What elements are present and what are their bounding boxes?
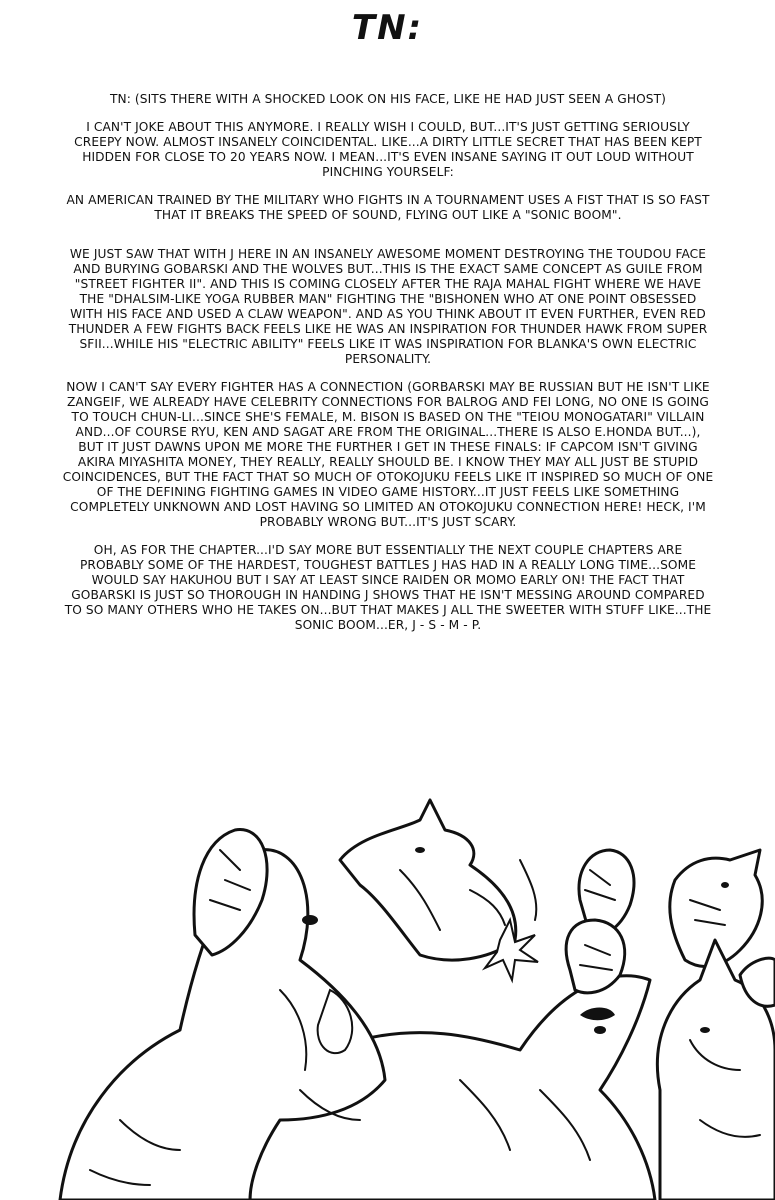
note-paragraph-guile: WE JUST SAW THAT WITH J HERE IN AN INSANELY AWESOME MOMENT DESTROYING THE TOUDOU FACE AND BURYING GOBARSKI AND THE WOLVES BUT...THIS IS THE EXACT SAME CONCEPT AS GUILE FROM "STREET FIGHTER II". AND THIS IS COMING CLOSELY AFTER THE RAJA MAHAL FIGHT WHERE WE HAVE THE "DHALSIM-LIKE YOGA RUBBER MAN" FIGHTING THE "BISHONEN WHO AT ONE POINT OBSESSED WITH HIS FACE AND USED A CLAW WEAPON". AND AS YOU THINK ABOUT IT EVEN FURTHER, EVEN RED THUNDER A FEW FIGHTS BACK FEELS LIKE HE WAS AN INSPIRATION FOR THUNDER HAWK FROM SUPER SFII...WHILE HIS "ELECTRIC ABILITY" FEELS LIKE IT WAS INSPIRATION FOR BLANKA'S OWN ELECTRIC PERSONALITY. (68, 247, 708, 366)
wolf-top-middle (340, 800, 516, 960)
note-paragraph-chapter: OH, AS FOR THE CHAPTER...I'D SAY MORE BUT ESSENTIALLY THE NEXT COUPLE CHAPTERS ARE PROBABLY SOME OF THE HARDEST, TOUGHEST BATTLES J HAS HAD IN A REALLY LONG TIME...SOME WOULD SAY HAKUHOU BUT I SAY AT LEAST SINCE RAIDEN OR MOMO EARLY ON! THE FACT THAT GOBARSKI IS JUST SO THOROUGH IN HANDING J SHOWS THAT HE ISN'T MESSING AROUND COMPARED TO SO MANY OTHERS WHO HE TAKES ON...BUT THAT MAKES J ALL THE SWEETER WITH STUFF LIKE...THE SONIC BOOM...ER, J - S - M - P. (64, 543, 712, 632)
page-title: TN: (351, 8, 424, 48)
note-paragraph-sonic-boom: AN AMERICAN TRAINED BY THE MILITARY WHO FIGHTS IN A TOURNAMENT USES A FIST THAT IS SO FAST THAT IT BREAKS THE SPEED OF SOUND, FLYING OUT LIKE A "SONIC BOOM". (66, 193, 710, 222)
paw-right-middle (566, 920, 625, 993)
note-paragraph-connections: NOW I CAN'T SAY EVERY FIGHTER HAS A CONNECTION (GORBARSKI MAY BE RUSSIAN BUT HE ISN'T LIKE ZANGEIF, WE ALREADY HAVE CELEBRITY CONNECTIONS FOR BALROG AND FEI LONG, NO ONE IS GOING TO TOUCH CHUN-LI...SINCE SHE'S FEMALE, M. BISON IS BASED ON THE "TEIOU MONOGATARI" VILLAIN AND...OF COURSE RYU, KEN AND SAGAT ARE FROM THE ORIGINAL...THERE IS ALSO E.HONDA BUT...), BUT IT JUST DAWNS UPON ME MORE THE FURTHER I GET IN THESE FINALS: IF CAPCOM ISN'T GIVING AKIRA MIYASHITA MONEY, THEY REALLY, REALLY SHOULD BE. I KNOW THEY MAY ALL JUST BE STUPID COINCIDENCES, BUT THE FACT THAT SO MUCH OF OTOKOJUKU FEELS LIKE IT INSPIRED SO MUCH OF ONE OF THE DEFINING FIGHTING GAMES IN VIDEO GAME HISTORY...IT JUST FEELS LIKE SOMETHING COMPLETELY UNKNOWN AND LOST HAVING SO LIMITED AN OTOKOJUKU CONNECTION HERE! HECK, I'M PROBABLY WRONG BUT...IT'S JUST SCARY. (62, 380, 714, 529)
note-paragraph-intro: TN: (SITS THERE WITH A SHOCKED LOOK ON HIS FACE, LIKE HE HAD JUST SEEN A GHOST) (109, 92, 667, 106)
translator-notes (62, 92, 714, 646)
note-paragraph-creepy: I CAN'T JOKE ABOUT THIS ANYMORE. I REALLY WISH I COULD, BUT...IT'S JUST GETTING SERIOUSLY CREEPY NOW. ALMOST INSANELY COINCIDENTAL. LIKE...A DIRTY LITTLE SECRET THAT HAS BEEN KEPT HIDDEN FOR CLOSE TO 20 YEARS NOW. I MEAN...IT'S EVEN INSANE SAYING IT OUT LOUD WITHOUT PINCHING YOURSELF: (74, 120, 702, 179)
manga-illustration (0, 790, 775, 1200)
